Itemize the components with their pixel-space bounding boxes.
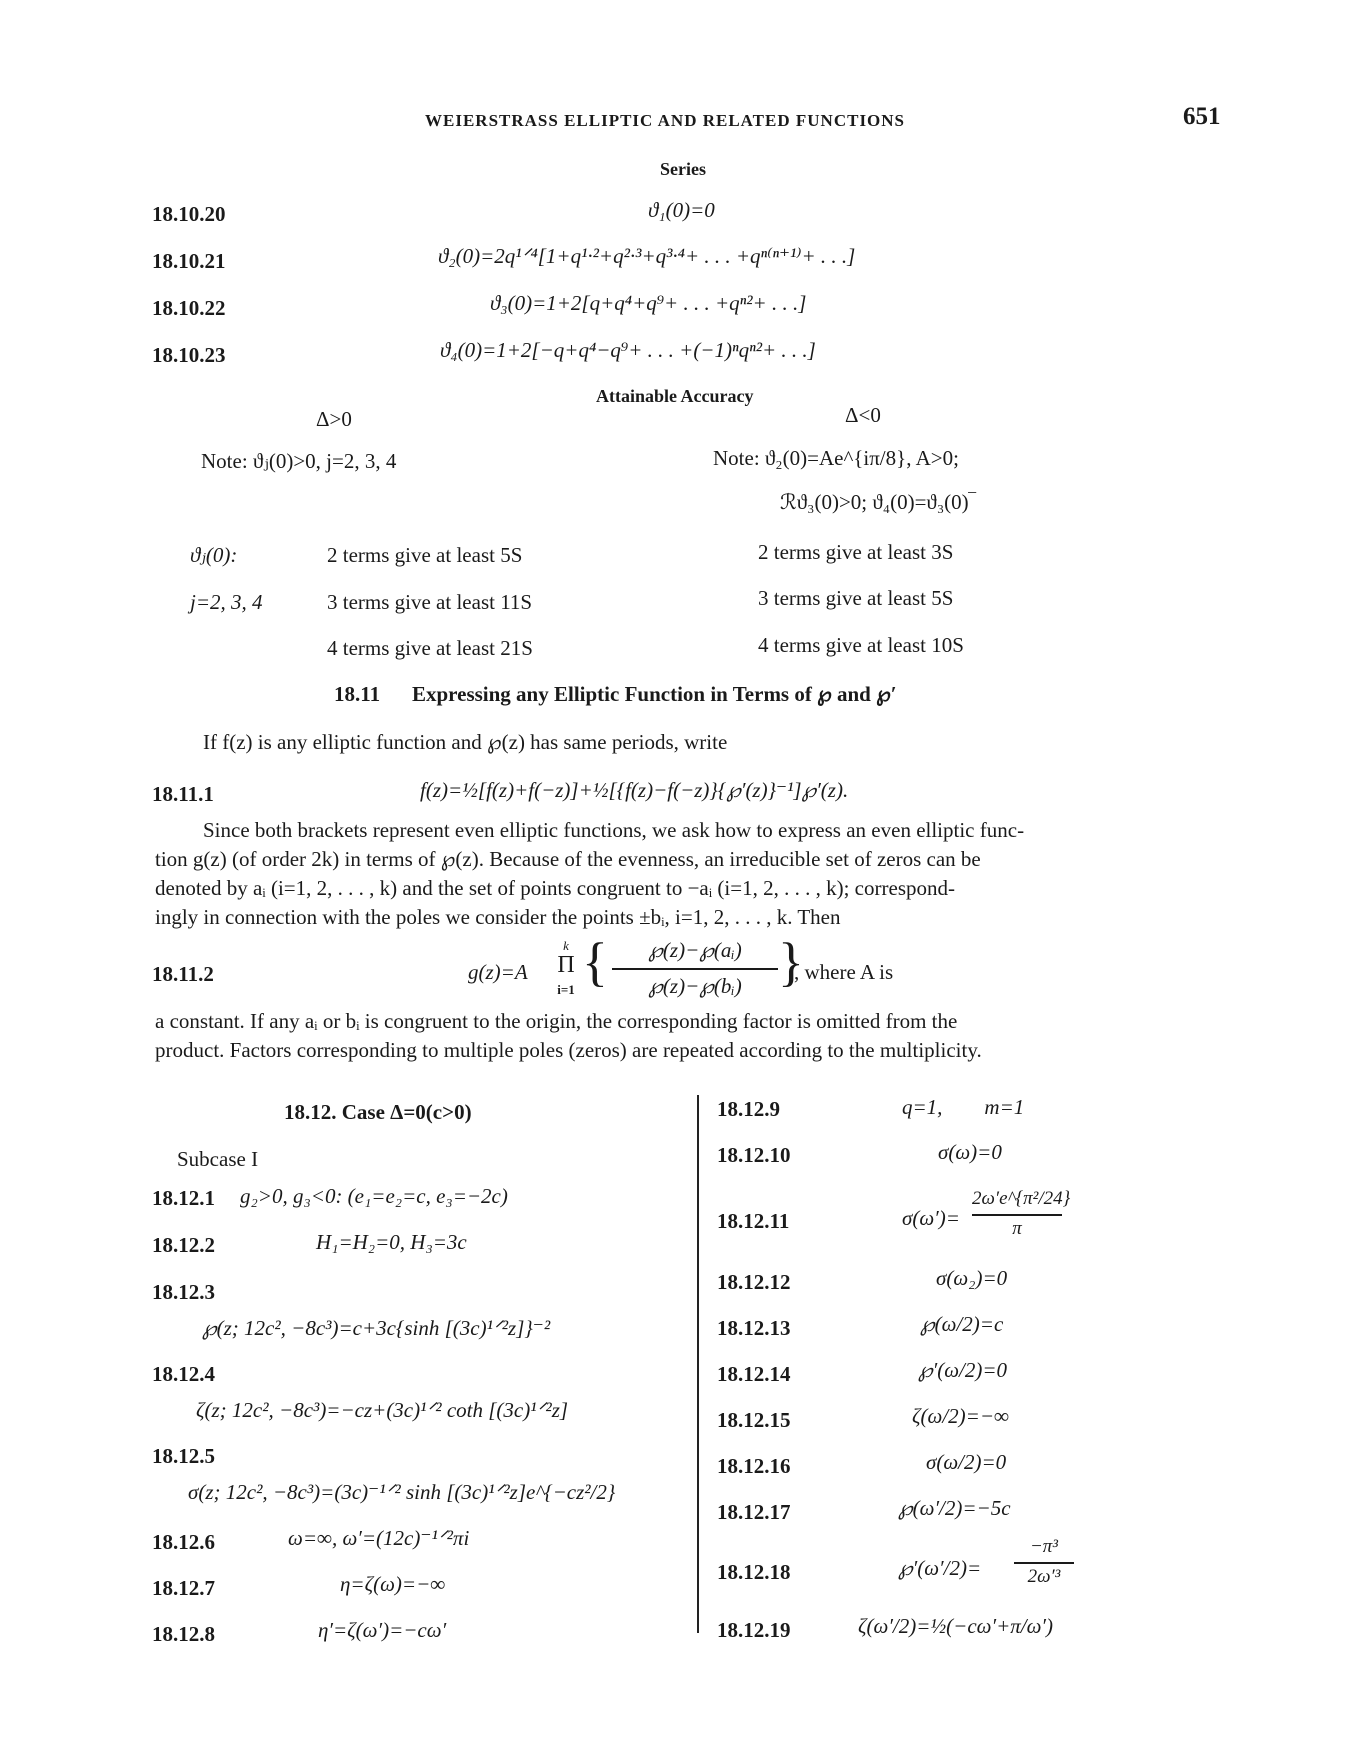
paragraph-line: product. Factors corresponding to multiple poles (zeros) are repeated according to the multiplicity. <box>155 1038 982 1062</box>
left-condition: Δ>0 <box>316 407 352 431</box>
equation-number: 18.12.11 <box>717 1209 790 1233</box>
accuracy-left-row: 4 terms give at least 21S <box>327 636 533 660</box>
fraction-denominator: ℘(z)−℘(bᵢ) <box>648 974 742 998</box>
accuracy-heading: Attainable Accuracy <box>596 386 754 406</box>
equation-number: 18.12.13 <box>717 1316 791 1340</box>
fraction-numerator: ℘(z)−℘(aᵢ) <box>648 938 742 962</box>
product-lhs: g(z)=A <box>468 960 528 984</box>
equation-formula: ℘′(ω/2)=0 <box>918 1358 1008 1382</box>
equation-number: 18.10.21 <box>152 249 226 273</box>
section-intro: If f(z) is any elliptic function and ℘(z) has same periods, write <box>203 730 728 754</box>
equation-formula: ℘(ω′/2)=−5c <box>898 1496 1011 1520</box>
equation-formula: f(z)=½[f(z)+f(−z)]+½[{f(z)−f(−z)}{℘′(z)}⁻¹]℘′(z). <box>420 778 849 802</box>
equation-formula: ω=∞, ω′=(12c)⁻¹ᐟ²πi <box>288 1526 470 1550</box>
fraction-denominator: π <box>1012 1218 1022 1239</box>
equation-number: 18.12.8 <box>152 1622 215 1646</box>
equation-formula: σ(ω₂)=0 <box>936 1266 1008 1290</box>
equation-number: 18.12.15 <box>717 1408 791 1432</box>
equation-formula: ℘(z; 12c², −8c³)=c+3c{sinh [(3c)¹ᐟ²z]}⁻² <box>202 1316 551 1340</box>
equation-formula: q=1, m=1 <box>902 1095 1025 1119</box>
equation-number: 18.12.5 <box>152 1444 215 1468</box>
section-heading: 18.12. Case Δ=0(c>0) <box>284 1100 472 1124</box>
equation-suffix: , where A is <box>794 960 894 984</box>
accuracy-left-row: 2 terms give at least 5S <box>327 543 523 567</box>
left-note: Note: ϑⱼ(0)>0, j=2, 3, 4 <box>201 449 397 473</box>
fraction-bar <box>972 1214 1062 1216</box>
equation-formula: ℘(ω/2)=c <box>920 1312 1004 1336</box>
equation-formula: ζ(ω/2)=−∞ <box>912 1404 1009 1428</box>
right-note-1: Note: ϑ₂(0)=Ae^{iπ/8}, A>0; <box>713 446 959 470</box>
body-paragraph <box>155 816 1235 932</box>
equation-formula: ζ(ω′/2)=½(−cω′+π/ω′) <box>858 1614 1054 1638</box>
accuracy-right-row: 3 terms give at least 5S <box>758 586 954 610</box>
equation-formula-lhs: σ(ω′)= <box>902 1206 960 1230</box>
equation-number: 18.12.12 <box>717 1270 791 1294</box>
equation-number: 18.12.7 <box>152 1576 215 1600</box>
product-symbol: Π <box>557 952 575 978</box>
accuracy-right-row: 4 terms give at least 10S <box>758 633 964 657</box>
equation-formula: ϑ₃(0)=1+2[q+q⁴+q⁹+ . . . +qⁿ²+ . . .] <box>490 291 807 315</box>
series-heading: Series <box>660 159 706 179</box>
fraction-bar <box>1014 1562 1074 1564</box>
section-number: 18.11 <box>334 682 381 706</box>
fraction-denominator: 2ω′³ <box>1027 1566 1061 1587</box>
equation-formula: ζ(z; 12c², −8c³)=−cz+(3c)¹ᐟ² coth [(3c)¹ᐟ²z] <box>196 1398 569 1422</box>
equation-number: 18.12.4 <box>152 1362 215 1386</box>
product-lower-limit: i=1 <box>557 982 575 997</box>
equation-number: 18.12.6 <box>152 1530 215 1554</box>
equation-formula: ϑ₄(0)=1+2[−q+q⁴−q⁹+ . . . +(−1)ⁿqⁿ²+ . . .] <box>440 338 816 362</box>
equation-number: 18.11.1 <box>152 782 214 806</box>
product-upper-limit: k <box>563 938 569 953</box>
equation-number: 18.12.9 <box>717 1097 780 1121</box>
subcase-label: Subcase I <box>177 1147 259 1171</box>
equation-formula: ϑ₁(0)=0 <box>648 198 715 222</box>
paragraph-line: ingly in connection with the poles we consider the points ±bᵢ, i=1, 2, . . . , k. Then <box>155 905 841 929</box>
equation-formula: η′=ζ(ω′)=−cω′ <box>318 1618 447 1642</box>
accuracy-right-row: 2 terms give at least 3S <box>758 540 954 564</box>
running-title: WEIERSTRASS ELLIPTIC AND RELATED FUNCTIONS <box>425 111 906 130</box>
closing-paragraph <box>155 1007 1235 1065</box>
fraction-numerator: −π³ <box>1029 1536 1059 1557</box>
equation-number: 18.12.1 <box>152 1186 215 1210</box>
column-divider <box>697 1095 699 1633</box>
right-condition: Δ<0 <box>845 403 881 427</box>
equation-formula: g₂>0, g₃<0: (e₁=e₂=c, e₃=−2c) <box>240 1184 508 1208</box>
equation-number: 18.11.2 <box>152 962 214 986</box>
equation-formula: ϑ₂(0)=2q¹ᐟ⁴[1+q¹·²+q²·³+q³·⁴+ . . . +qⁿ⁽ⁿ⁺¹⁾+ . . .] <box>438 244 856 268</box>
accuracy-left-row: 3 terms give at least 11S <box>327 590 533 614</box>
equation-number: 18.12.10 <box>717 1143 791 1167</box>
equation-number: 18.12.3 <box>152 1280 215 1304</box>
equation-number: 18.10.20 <box>152 202 226 226</box>
equation-number: 18.10.22 <box>152 296 226 320</box>
equation-number: 18.12.18 <box>717 1560 791 1584</box>
row-label: ϑⱼ(0): <box>190 543 238 567</box>
equation-formula: σ(ω)=0 <box>938 1140 1002 1164</box>
fraction-numerator: 2ω′e^{π²/24} <box>972 1188 1071 1209</box>
paragraph-line: Since both brackets represent even elliptic functions, we ask how to express an even elliptic func- <box>203 818 1025 842</box>
row-label: j=2, 3, 4 <box>190 590 263 614</box>
fraction-bar <box>612 968 778 970</box>
equation-number: 18.12.17 <box>717 1500 791 1524</box>
equation-number: 18.10.23 <box>152 343 226 367</box>
section-title: Expressing any Elliptic Function in Terms of ℘ and ℘′ <box>412 682 897 706</box>
equation-formula: σ(z; 12c², −8c³)=(3c)⁻¹ᐟ² sinh [(3c)¹ᐟ²z]e^{−cz²/2} <box>188 1480 616 1504</box>
equation-number: 18.12.2 <box>152 1233 215 1257</box>
paragraph-line: a constant. If any aᵢ or bᵢ is congruent to the origin, the corresponding factor is omitted from the <box>155 1009 958 1033</box>
paragraph-line: tion g(z) (of order 2k) in terms of ℘(z). Because of the evenness, an irreducible set of zeros can be <box>155 847 981 871</box>
page-number: 651 <box>1183 103 1221 130</box>
left-brace: { <box>582 932 608 992</box>
equation-number: 18.12.19 <box>717 1618 791 1642</box>
paragraph-line: denoted by aᵢ (i=1, 2, . . . , k) and the set of points congruent to −aᵢ (i=1, 2, . . . , k); correspond- <box>155 876 955 900</box>
right-note-2: ℛϑ₃(0)>0; ϑ₄(0)=ϑ₃(0)‾ <box>780 490 976 514</box>
equation-number: 18.12.16 <box>717 1454 791 1478</box>
equation-number: 18.12.14 <box>717 1362 791 1386</box>
equation-formula-lhs: ℘′(ω′/2)= <box>898 1556 982 1580</box>
right-brace: } <box>778 932 804 992</box>
equation-formula: σ(ω/2)=0 <box>926 1450 1007 1474</box>
equation-formula: η=ζ(ω)=−∞ <box>340 1572 446 1596</box>
equation-formula: H₁=H₂=0, H₃=3c <box>316 1230 467 1254</box>
